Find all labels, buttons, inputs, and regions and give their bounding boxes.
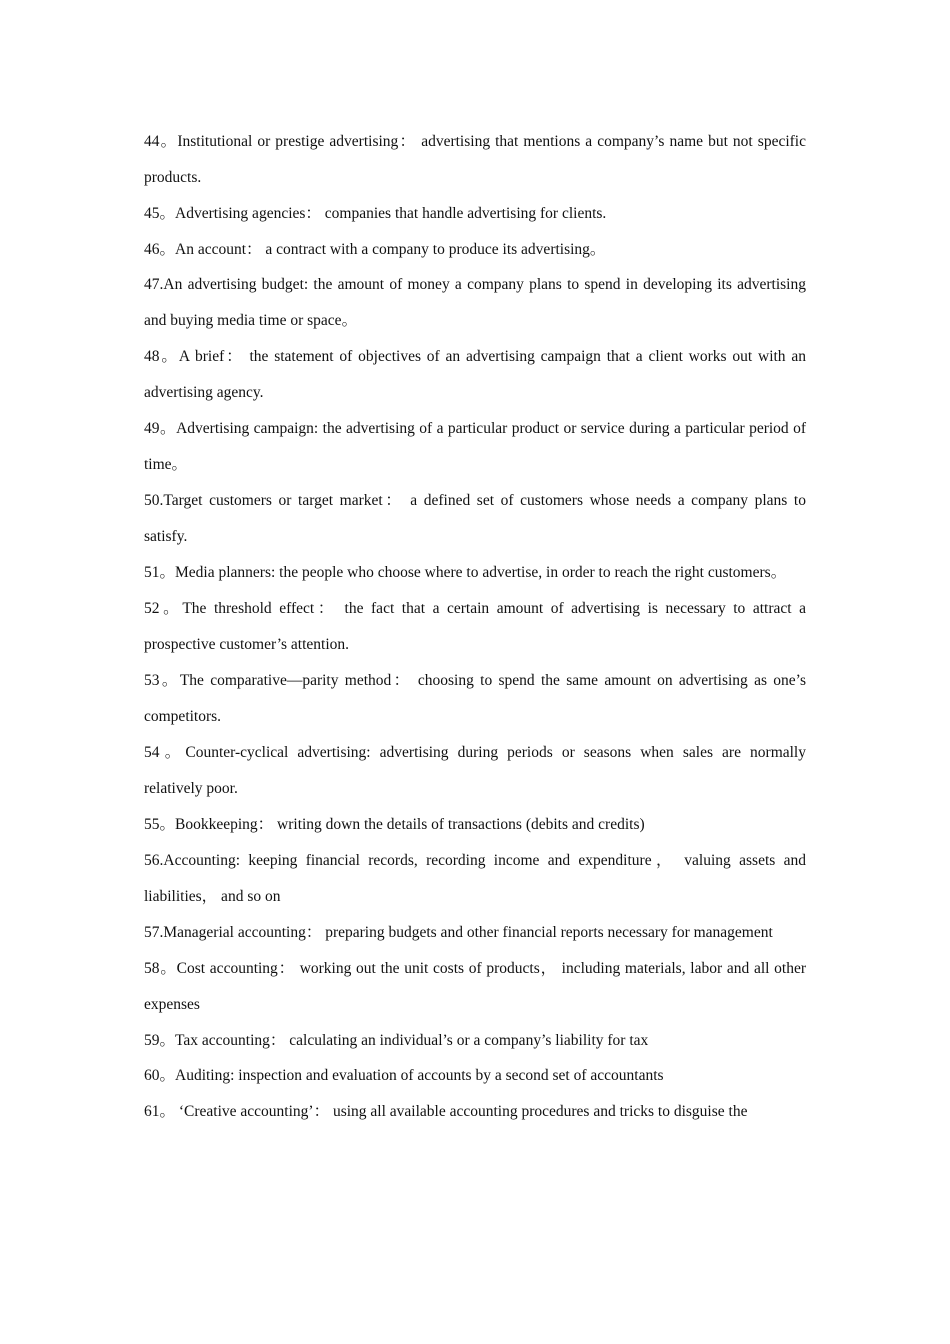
glossary-entry-48: 48。A brief： the statement of objectives of an advertising campaign that a client works out with an advertising agency. (144, 348, 806, 401)
glossary-entry-55: 55。Bookkeeping： writing down the details of transactions (debits and credits) (144, 816, 645, 833)
glossary-entry-54: 54。Counter-cyclical advertising: advertising during periods or seasons when sales are normally relatively poor. (144, 744, 806, 797)
glossary-entry-57: 57.Managerial accounting： preparing budgets and other financial reports necessary for management (144, 923, 773, 941)
glossary-entry-59: 59。Tax accounting： calculating an individual’s or a company’s liability for tax (144, 1031, 649, 1049)
glossary-entry-46: 46。An account： a contract with a company to produce its advertising。 (144, 240, 606, 258)
glossary-entry-51: 51。Media planners: the people who choose where to advertise, in order to reach the right customers。 (144, 564, 787, 581)
glossary-entry-50: 50.Target customers or target market： a defined set of customers whose needs a company plans to satisfy. (144, 492, 806, 545)
glossary-entry-52: 52。The threshold effect： the fact that a certain amount of advertising is necessary to attract a prospective customer’s attention. (144, 600, 806, 653)
glossary-list (144, 124, 806, 1129)
glossary-entry-58: 58。Cost accounting： working out the unit costs of products， including materials, labor and all other expenses (144, 959, 806, 1013)
glossary-entry-45: 45。Advertising agencies： companies that handle advertising for clients. (144, 205, 607, 222)
glossary-entry-47: 47.An advertising budget: the amount of money a company plans to spend in developing its advertising and buying media time or space。 (144, 276, 806, 329)
glossary-entry-61: 61。 ‘Creative accounting’： using all available accounting procedures and tricks to disguise the (144, 1102, 748, 1120)
glossary-entry-44: 44。Institutional or prestige advertising： advertising that mentions a company’s name but not specific products. (144, 133, 806, 186)
glossary-entry-49: 49。Advertising campaign: the advertising of a particular product or service during a particular period of time。 (144, 420, 806, 473)
glossary-entry-53: 53。The comparative—parity method： choosing to spend the same amount on advertising as one’s competitors. (144, 672, 806, 725)
glossary-entry-60: 60。Auditing: inspection and evaluation of accounts by a second set of accountants (144, 1067, 664, 1084)
glossary-entry-56: 56.Accounting: keeping financial records, recording income and expenditure， valuing assets and liabilities， and so on (144, 851, 806, 905)
